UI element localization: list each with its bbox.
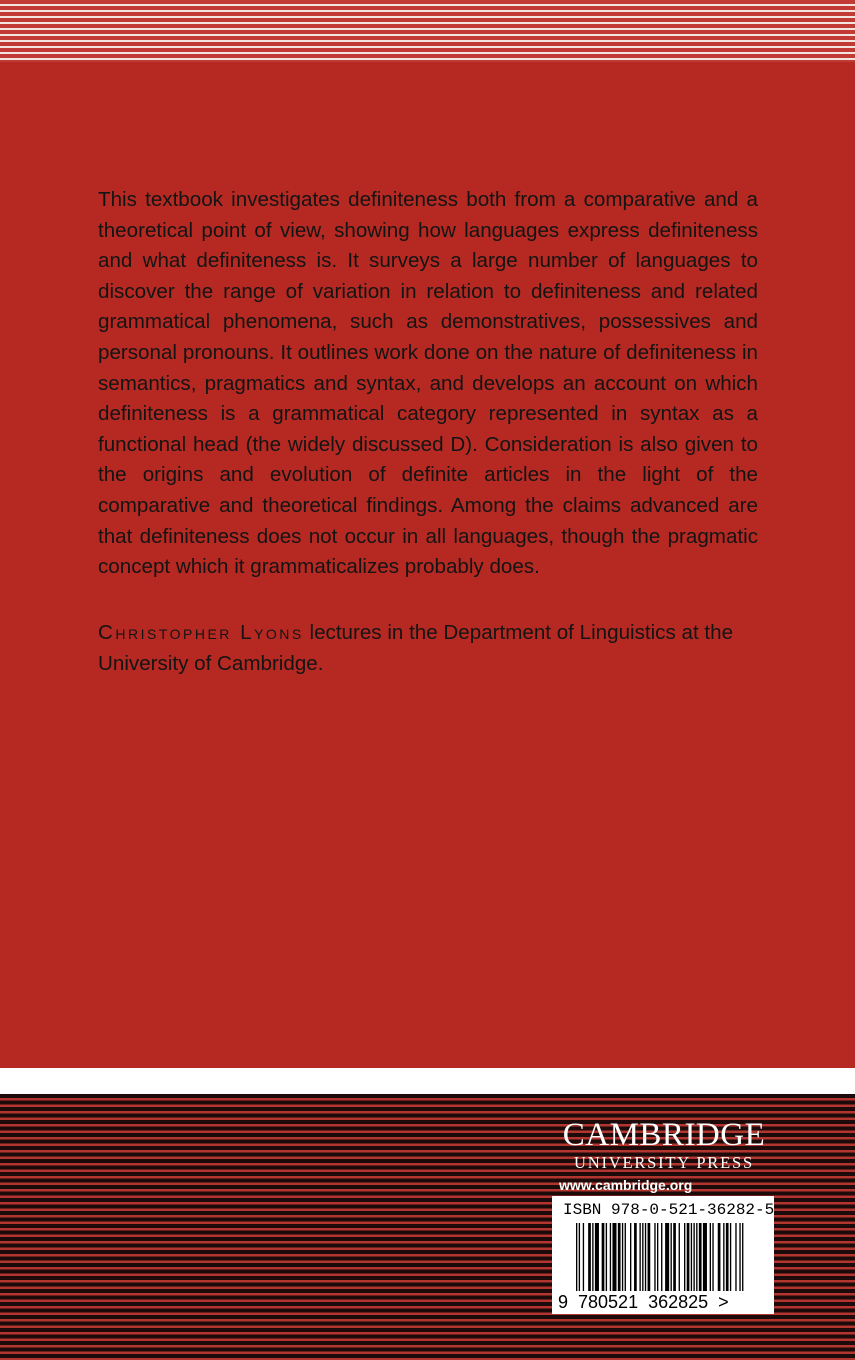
author-bio: lectures in the Department of Linguistics at the University of Cambridge.: [98, 621, 734, 675]
barcode-bar: [679, 1223, 680, 1291]
barcode-bar: [634, 1223, 637, 1291]
barcode-bar: [710, 1223, 711, 1291]
publisher-website: www.cambridge.org: [559, 1177, 693, 1193]
barcode-bar: [618, 1223, 621, 1291]
barcode-bar: [610, 1223, 611, 1291]
author-name: Christopher Lyons: [98, 621, 304, 644]
barcode-bar: [576, 1223, 577, 1291]
barcode-bar: [625, 1223, 626, 1291]
barcode-bar: [588, 1223, 591, 1291]
top-stripe-band: [0, 0, 855, 62]
barcode-bar: [579, 1223, 580, 1291]
barcode-bar: [602, 1223, 605, 1291]
barcode-bar: [673, 1223, 676, 1291]
barcode-bar: [606, 1223, 607, 1291]
barcode-bar: [648, 1223, 651, 1291]
barcode-bar: [630, 1223, 631, 1291]
barcode-bar: [639, 1223, 640, 1291]
barcode-bar: [654, 1223, 655, 1291]
publisher-block: [557, 1118, 771, 1194]
isbn-label: ISBN 978-0-521-36282-5: [563, 1201, 775, 1219]
ean-digits: 9 780521 362825 >: [558, 1292, 729, 1312]
white-divider-band: [0, 1068, 855, 1094]
barcode-bar: [718, 1223, 721, 1291]
barcode-bar: [671, 1223, 672, 1291]
barcode-bar: [592, 1223, 593, 1291]
barcode-bar: [661, 1223, 662, 1291]
barcode-bar: [730, 1223, 731, 1291]
barcode-bar: [691, 1223, 692, 1291]
barcode-bar: [645, 1223, 646, 1291]
publisher-logo-subtitle: UNIVERSITY PRESS: [574, 1153, 754, 1172]
barcode-bar: [739, 1223, 740, 1291]
barcode-box: [552, 1196, 774, 1314]
barcode-bar: [726, 1223, 729, 1291]
barcode-bar: [703, 1223, 707, 1291]
publisher-logo-name: CAMBRIDGE: [562, 1117, 766, 1153]
barcode-bar: [665, 1223, 669, 1291]
barcode-bar: [642, 1223, 643, 1291]
barcode-bars: [576, 1223, 748, 1291]
barcode-bar: [735, 1223, 736, 1291]
barcode-bar: [723, 1223, 724, 1291]
barcode-bar: [583, 1223, 584, 1291]
barcode-bar: [657, 1223, 658, 1291]
barcode-bar: [687, 1223, 690, 1291]
barcode-bar: [684, 1223, 685, 1291]
barcode-bar: [622, 1223, 623, 1291]
barcode-bar: [612, 1223, 616, 1291]
barcode-bar: [699, 1223, 702, 1291]
barcode-bar: [693, 1223, 694, 1291]
barcode-bar: [696, 1223, 697, 1291]
barcode-bar: [712, 1223, 713, 1291]
barcode-bar: [742, 1223, 743, 1291]
author-note: [98, 618, 763, 679]
barcode-bar: [595, 1223, 599, 1291]
book-description: This textbook investigates definiteness both from a comparative and a theoretical point of view, showing how languages express definiteness and what definiteness is. It surveys a large number of languages to discover the range of variation in relation to definiteness and related grammatical phenomena, such as demonstratives, possessives and personal pronouns. It outlines work done on the nature of definiteness in semantics, pragmatics and syntax, and develops an account on which definiteness is a grammatical category represented in syntax as a functional head (the widely discussed D). Consideration is also given to the origins and evolution of definite articles in the light of the comparative and theoretical findings. Among the claims advanced are that definiteness does not occur in all languages, though the pragmatic concept which it grammaticalizes probably does.: [98, 188, 758, 579]
